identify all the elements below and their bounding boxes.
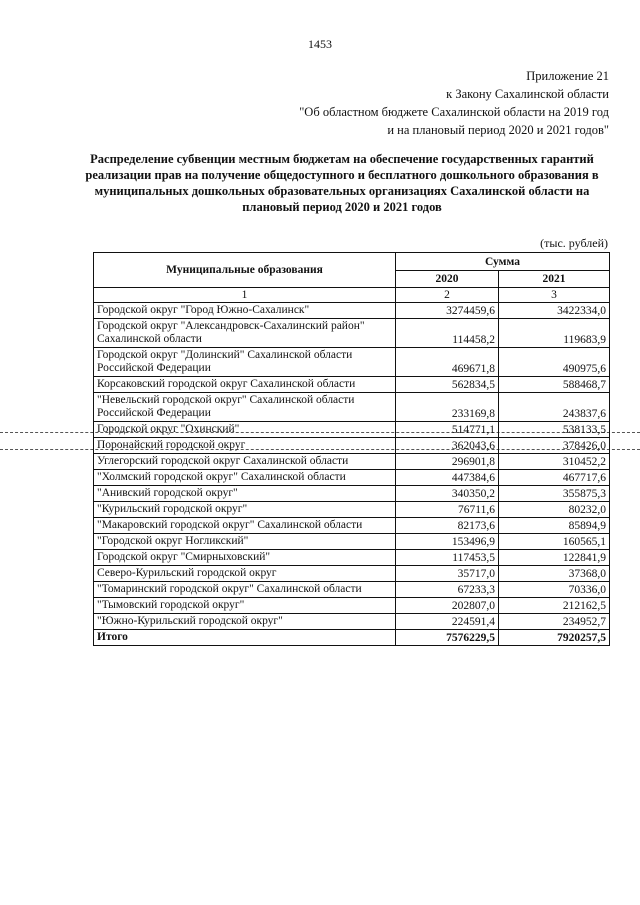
total-row — [94, 630, 610, 646]
value-2020: 233169,8 — [396, 393, 499, 422]
document-title: Распределение субвенции местным бюджетам на обеспечение государственных гарантий реализации прав на получение общедоступного и бесплатного дошкольного образования в муниципальных дошкольных образовательных организациях Сахалинской области на плановый период 2020 и 2021 годов — [85, 152, 599, 214]
table-row — [94, 470, 610, 486]
units-label: (тыс. рублей) — [540, 236, 608, 250]
value-2020: 153496,9 — [396, 534, 499, 550]
value-2021: 122841,9 — [499, 550, 610, 566]
table-row — [94, 303, 610, 319]
column-index: 1 — [94, 288, 396, 303]
value-2021: 378426,0 — [499, 438, 610, 454]
municipality-name: "Невельский городской округ" Сахалинской области Российской Федерации — [94, 393, 396, 422]
value-2021: 588468,7 — [499, 377, 610, 393]
municipality-name: "Холмский городской округ" Сахалинской области — [94, 470, 396, 486]
municipality-name: "Анивский городской округ" — [94, 486, 396, 502]
table-row — [94, 377, 610, 393]
municipality-name: Городской округ "Смирныховский" — [94, 550, 396, 566]
column-index: 3 — [499, 288, 610, 303]
value-2021: 467717,6 — [499, 470, 610, 486]
municipality-name: Северо-Курильский городской округ — [94, 566, 396, 582]
table-row — [94, 518, 610, 534]
municipality-name: Городской округ "Долинский" Сахалинской области Российской Федерации — [94, 348, 396, 377]
municipality-name: "Тымовский городской округ" — [94, 598, 396, 614]
total-2020: 7576229,5 — [396, 630, 499, 646]
municipality-name: "Курильский городской округ" — [94, 502, 396, 518]
value-2020: 76711,6 — [396, 502, 499, 518]
value-2021: 538133,5 — [499, 422, 610, 438]
table-row — [94, 598, 610, 614]
value-2021: 243837,6 — [499, 393, 610, 422]
municipality-name: "Томаринский городской округ" Сахалинской области — [94, 582, 396, 598]
table-row — [94, 393, 610, 422]
header-municipal: Муниципальные образования — [94, 253, 396, 288]
appendix-block — [189, 67, 609, 139]
municipality-name: Городской округ "Охинский" — [94, 422, 396, 438]
value-2021: 85894,9 — [499, 518, 610, 534]
value-2021: 212162,5 — [499, 598, 610, 614]
value-2021: 119683,9 — [499, 319, 610, 348]
municipality-name: "Городской округ Ногликский" — [94, 534, 396, 550]
value-2020: 362043,6 — [396, 438, 499, 454]
value-2020: 469671,8 — [396, 348, 499, 377]
table-row — [94, 550, 610, 566]
distribution-table — [93, 252, 610, 646]
table-body — [94, 303, 610, 646]
table-row — [94, 454, 610, 470]
value-2020: 224591,4 — [396, 614, 499, 630]
value-2021: 355875,3 — [499, 486, 610, 502]
value-2021: 70336,0 — [499, 582, 610, 598]
value-2020: 82173,6 — [396, 518, 499, 534]
column-index: 2 — [396, 288, 499, 303]
municipality-name: Поронайский городской округ — [94, 438, 396, 454]
value-2020: 296901,8 — [396, 454, 499, 470]
municipality-name: "Южно-Курильский городской округ" — [94, 614, 396, 630]
total-2021: 7920257,5 — [499, 630, 610, 646]
header-2021: 2021 — [499, 271, 610, 288]
value-2021: 3422334,0 — [499, 303, 610, 319]
appendix-line: и на плановый период 2020 и 2021 годов" — [387, 123, 609, 137]
value-2020: 114458,2 — [396, 319, 499, 348]
value-2021: 234952,7 — [499, 614, 610, 630]
table-row — [94, 486, 610, 502]
total-label: Итого — [94, 630, 396, 646]
appendix-line: "Об областном бюджете Сахалинской области на 2019 год — [299, 105, 609, 119]
table-row — [94, 614, 610, 630]
municipality-name: Городской округ "Город Южно-Сахалинск" — [94, 303, 396, 319]
municipality-name: Городской округ "Александровск-Сахалинский район" Сахалинской области — [94, 319, 396, 348]
table-row — [94, 582, 610, 598]
table-row — [94, 348, 610, 377]
header-2020: 2020 — [396, 271, 499, 288]
appendix-line: к Закону Сахалинской области — [446, 87, 609, 101]
page-number: 1453 — [308, 37, 332, 51]
value-2021: 37368,0 — [499, 566, 610, 582]
table-row — [94, 319, 610, 348]
value-2020: 447384,6 — [396, 470, 499, 486]
value-2021: 80232,0 — [499, 502, 610, 518]
table-row — [94, 566, 610, 582]
value-2020: 340350,2 — [396, 486, 499, 502]
municipality-name: "Макаровский городской округ" Сахалинской области — [94, 518, 396, 534]
table-row — [94, 422, 610, 438]
value-2021: 490975,6 — [499, 348, 610, 377]
value-2021: 310452,2 — [499, 454, 610, 470]
value-2020: 514771,1 — [396, 422, 499, 438]
appendix-line: Приложение 21 — [526, 69, 609, 83]
value-2020: 35717,0 — [396, 566, 499, 582]
municipality-name: Корсаковский городской округ Сахалинской области — [94, 377, 396, 393]
table-row — [94, 438, 610, 454]
table-row — [94, 502, 610, 518]
header-sum: Сумма — [396, 253, 610, 271]
municipality-name: Углегорский городской округ Сахалинской области — [94, 454, 396, 470]
value-2020: 562834,5 — [396, 377, 499, 393]
value-2020: 3274459,6 — [396, 303, 499, 319]
value-2020: 202807,0 — [396, 598, 499, 614]
value-2020: 67233,3 — [396, 582, 499, 598]
value-2021: 160565,1 — [499, 534, 610, 550]
value-2020: 117453,5 — [396, 550, 499, 566]
table-row — [94, 534, 610, 550]
